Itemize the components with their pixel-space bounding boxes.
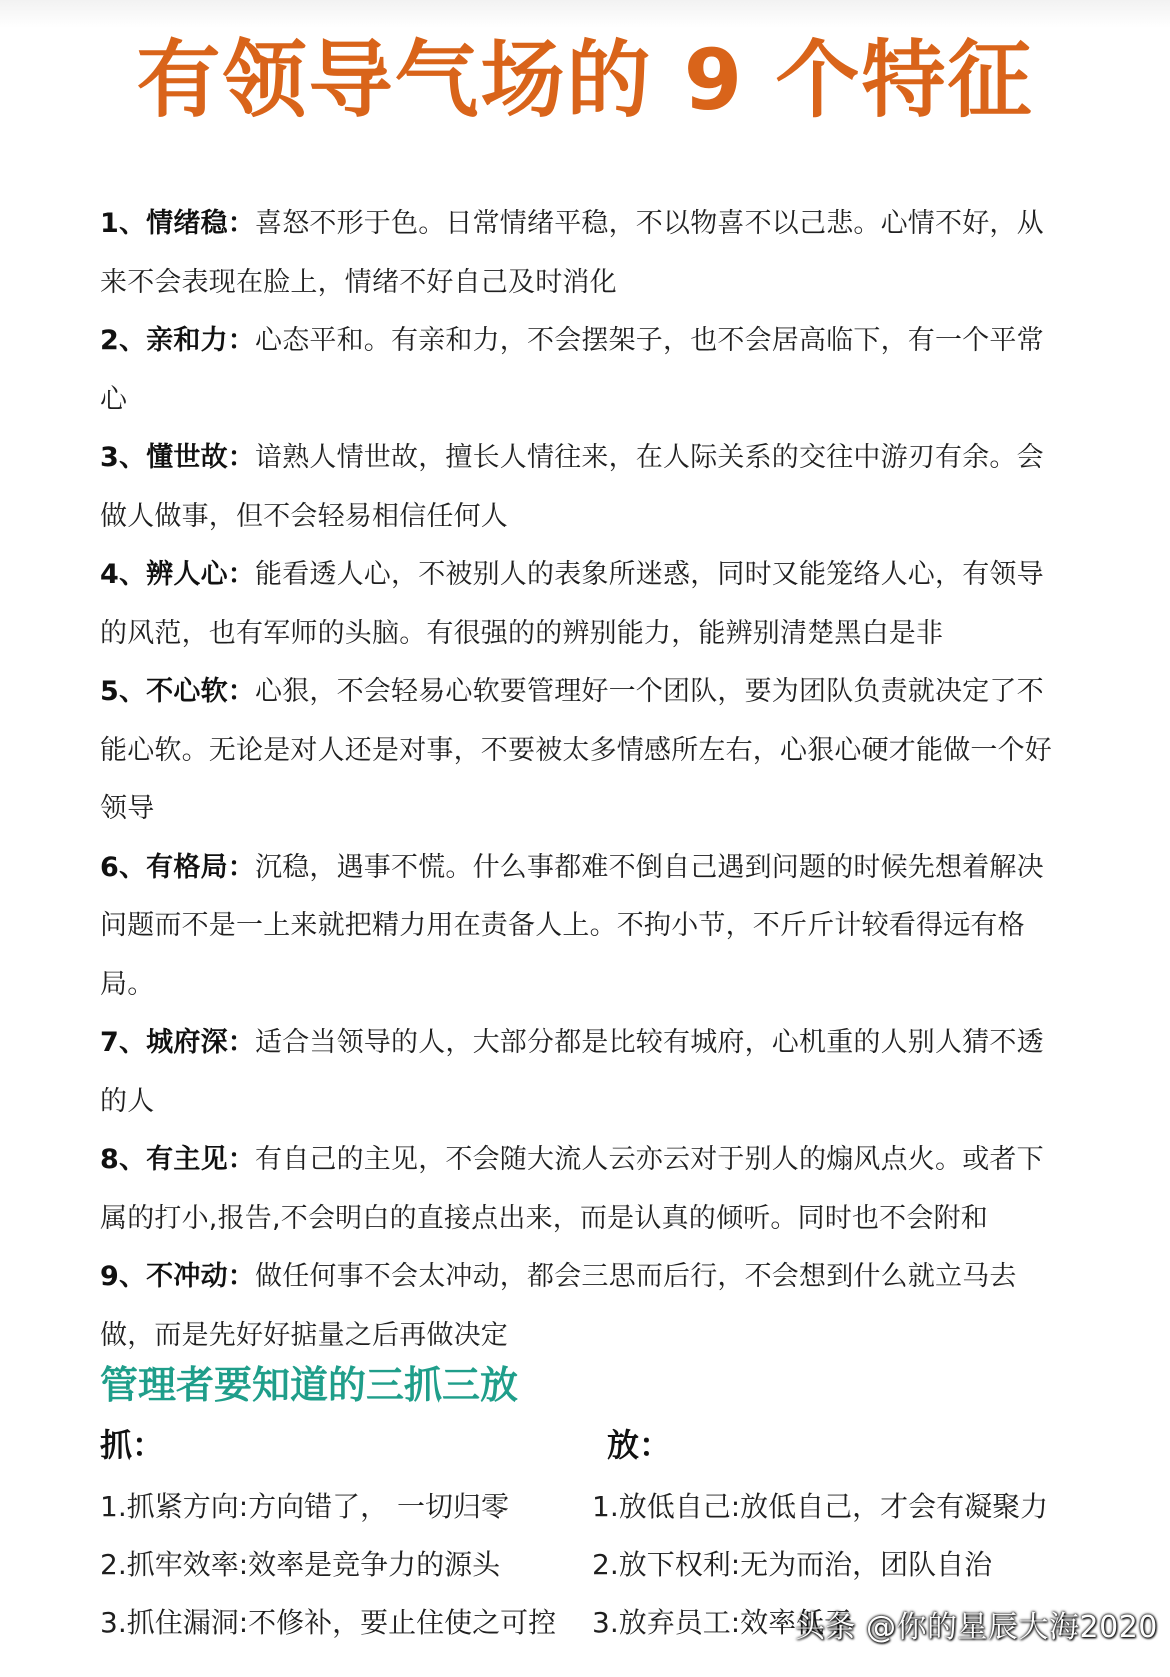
feature-list — [100, 195, 1070, 1365]
feature-text: 心态平和。有亲和力，不会摆架子，也不会居高临下，有一个平常心 — [100, 325, 1044, 415]
feature-label: 7、城府深： — [100, 1027, 255, 1058]
feature-item — [100, 312, 1070, 429]
release-heading: 放： — [607, 1426, 672, 1464]
feature-item — [100, 839, 1070, 1015]
feature-text: 做任何事不会太冲动，都会三思而后行，不会想到什么就立马去做，而是先好好掂量之后再做决定 — [100, 1261, 1017, 1351]
feature-text: 有自己的主见，不会随大流人云亦云对于别人的煽风点火。或者下属的打小,报告,不会明白的直接点出来，而是认真的倾听。同时也不会附和 — [100, 1144, 1044, 1234]
grasp-heading: 抓： — [100, 1426, 165, 1464]
grasp-item: 1.抓紧方向:方向错了， 一切归零 — [100, 1490, 510, 1523]
feature-label: 2、亲和力： — [100, 325, 255, 356]
feature-item — [100, 1014, 1070, 1131]
feature-item — [100, 546, 1070, 663]
feature-label: 4、辨人心： — [100, 559, 255, 590]
feature-text: 适合当领导的人，大部分都是比较有城府，心机重的人别人猜不透的人 — [100, 1027, 1044, 1117]
feature-label: 9、不冲动： — [100, 1261, 255, 1292]
watermark: 头条 @你的星辰大海2020 — [795, 1610, 1158, 1645]
grasp-item: 3.抓住漏洞:不修补，要止住使之可控 — [100, 1606, 557, 1639]
feature-item — [100, 195, 1070, 312]
feature-label: 1、情绪稳： — [100, 208, 255, 239]
release-item: 1.放低自己:放低自己，才会有凝聚力 — [592, 1490, 1049, 1523]
release-item: 2.放下权利:无为而治，团队自治 — [592, 1548, 993, 1581]
feature-label: 3、懂世故： — [100, 442, 255, 473]
feature-text: 沉稳，遇事不慌。什么事都难不倒自己遇到问题的时候先想着解决问题而不是一上来就把精力用在责备人上。不拘小节，不斤斤计较看得远有格局。 — [100, 851, 1044, 1000]
feature-item — [100, 663, 1070, 839]
grasp-column — [100, 1420, 600, 1652]
feature-label: 5、不心软： — [100, 676, 255, 707]
feature-text: 心狠，不会轻易心软要管理好一个团队，要为团队负责就决定了不能心软。无论是对人还是对事，不要被太多情感所左右，心狠心硬才能做一个好领导 — [100, 676, 1052, 824]
section-title: 管理者要知道的三抓三放 — [100, 1363, 519, 1407]
feature-item — [100, 1131, 1070, 1248]
feature-label: 8、有主见： — [100, 1144, 255, 1175]
feature-label: 6、有格局： — [100, 851, 255, 883]
grasp-item: 2.抓牢效率:效率是竞争力的源头 — [100, 1548, 501, 1581]
feature-item — [100, 429, 1070, 546]
page-title: 有领导气场的 9 个特征 — [136, 31, 1034, 129]
feature-text: 能看透人心，不被别人的表象所迷惑，同时又能笼络人心，有领导的风范，也有军师的头脑。有很强的的辨别能力，能辨别清楚黑白是非 — [100, 559, 1044, 649]
feature-text: 谙熟人情世故，擅长人情往来，在人际关系的交往中游刃有余。会做人做事，但不会轻易相信任何人 — [100, 442, 1044, 532]
release-item: 3.放弃员工:效率低于 — [592, 1606, 853, 1639]
feature-text: 喜怒不形于色。日常情绪平稳，不以物喜不以己悲。心情不好，从来不会表现在脸上，情绪不好自己及时消化 — [100, 208, 1044, 298]
feature-item — [100, 1248, 1070, 1365]
top-shade — [0, 0, 1170, 28]
